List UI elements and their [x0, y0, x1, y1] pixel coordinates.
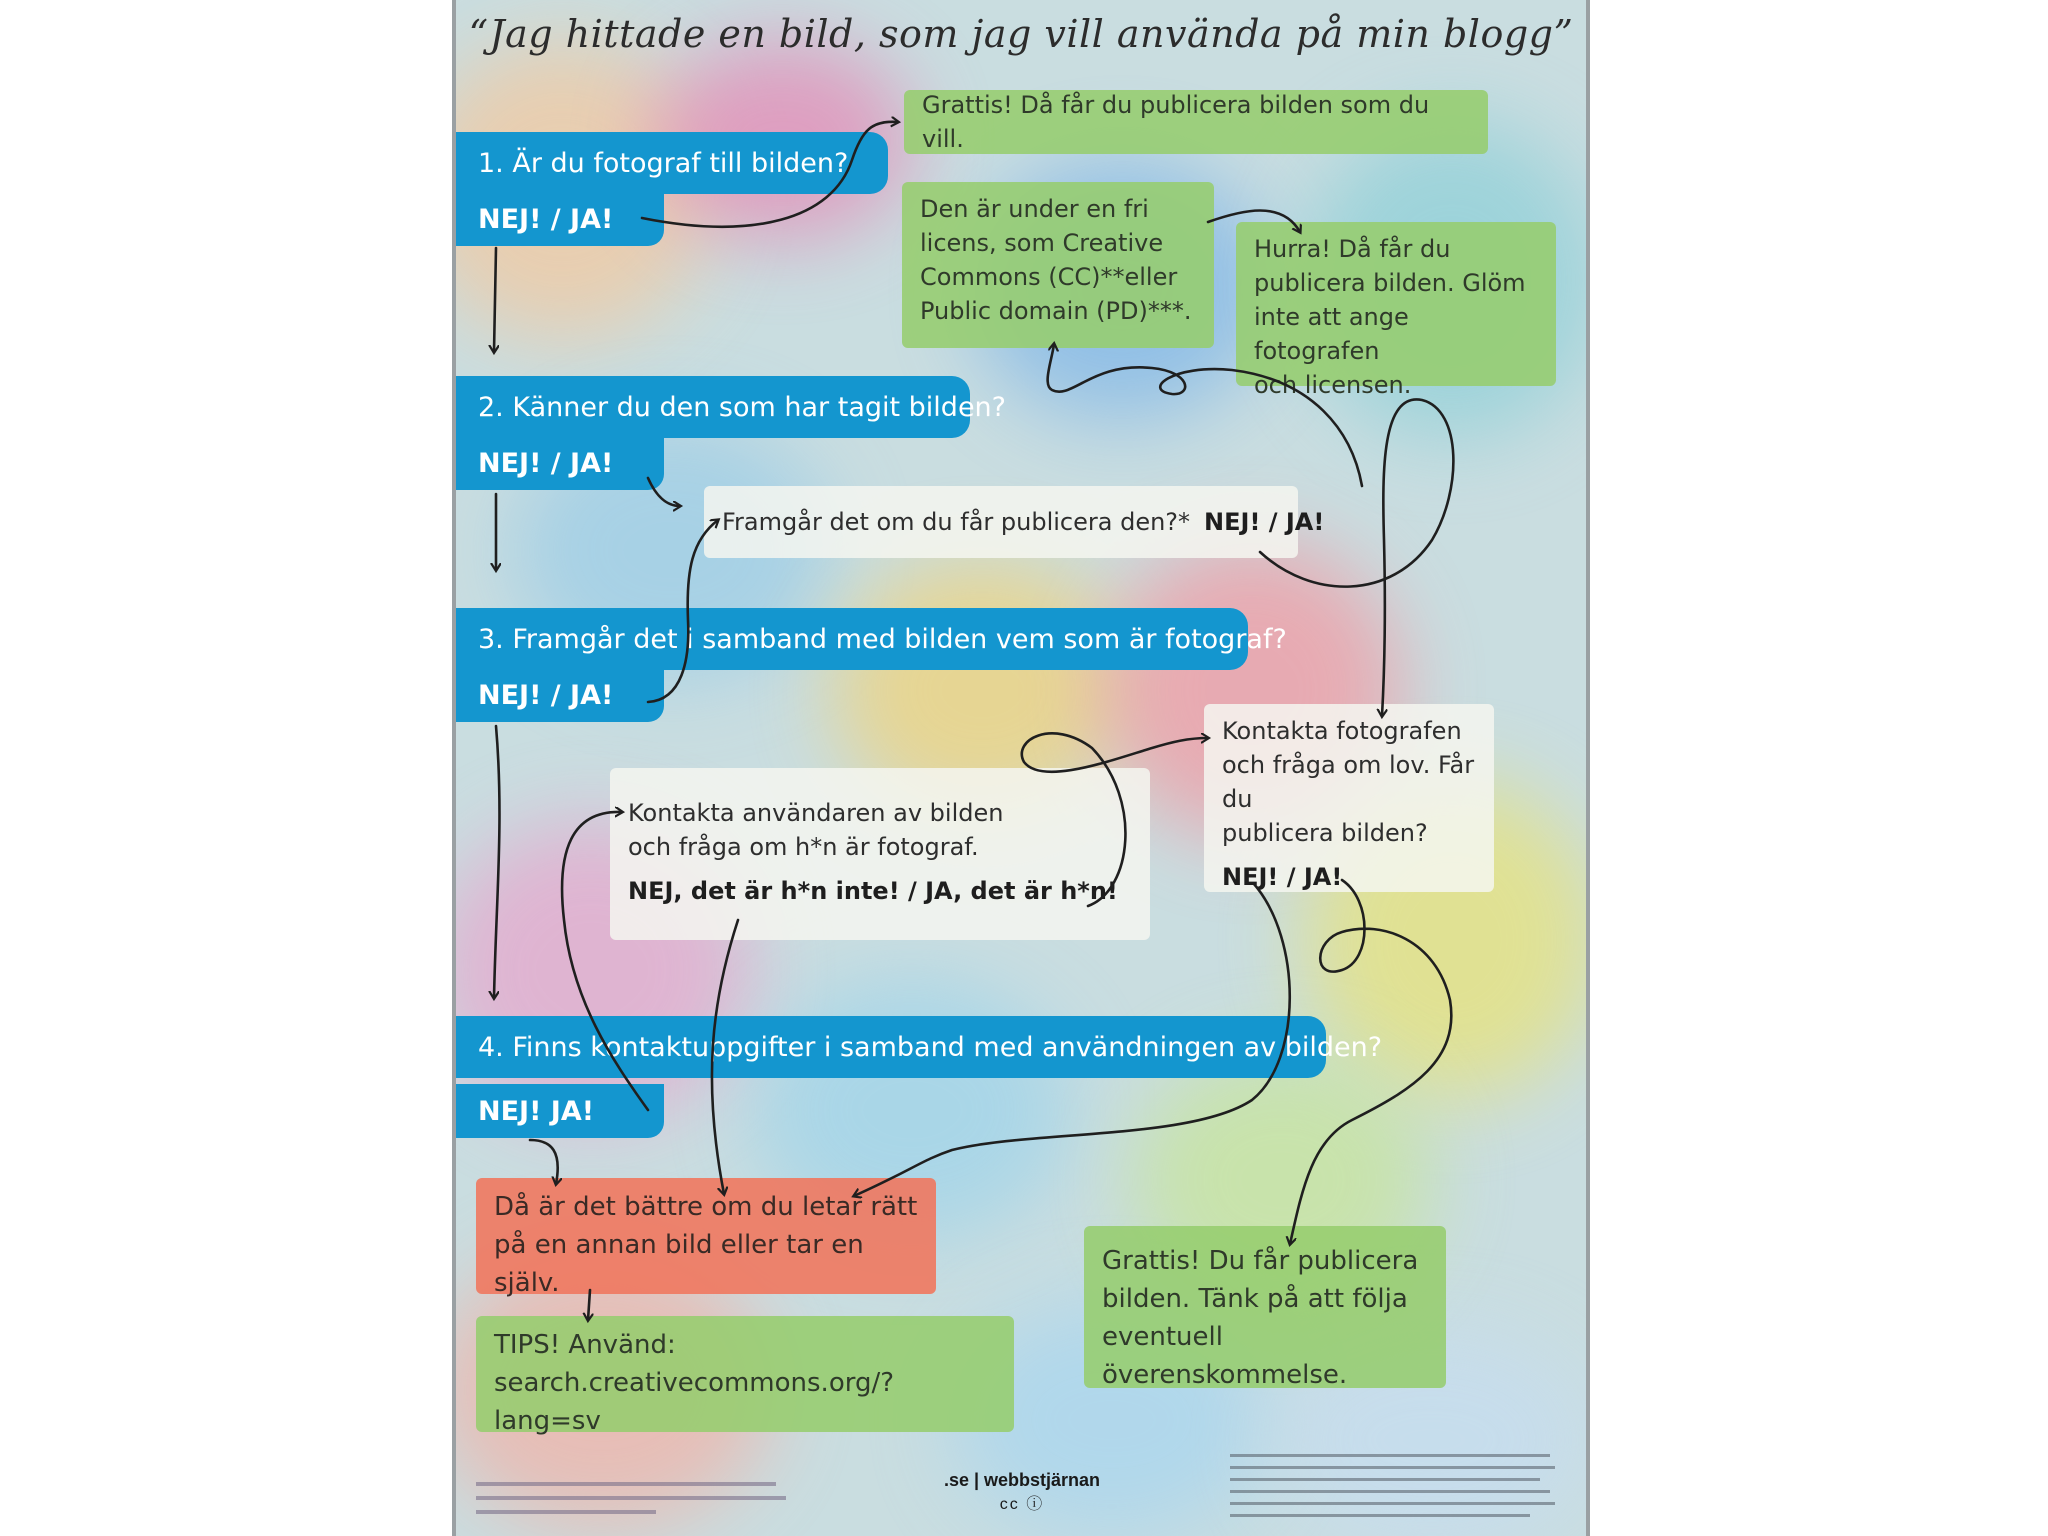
question-3-answers [456, 668, 664, 722]
logo [937, 1470, 1107, 1514]
grattis-bottom-line: bilden. Tänk på att följa [1102, 1284, 1408, 1314]
framgar-text: Framgår det om du får publicera den?* [722, 508, 1191, 536]
hurra-box [1236, 222, 1556, 399]
grattis-top-box [904, 90, 1488, 154]
free-license-line: licens, som Creative [920, 229, 1164, 257]
hurra-line: publicera bilden. Glöm [1254, 269, 1526, 297]
question-3-answers-text: NEJ! / JA! [478, 679, 614, 711]
hurra-line: inte att ange fotografen [1254, 303, 1409, 365]
battre-line: Då är det bättre om du letar rätt [494, 1192, 918, 1222]
footer-note-right [1230, 1452, 1560, 1536]
battre-line: på en annan bild eller tar en själv. [494, 1230, 864, 1298]
question-4-answers-text: NEJ! JA! [478, 1095, 595, 1127]
kontakta-fotografen-line: Kontakta fotografen [1222, 717, 1462, 745]
footer-note-left-lines [476, 1480, 796, 1528]
framgar-answers: NEJ! / JA! [1204, 508, 1325, 536]
grattis-bottom-line: eventuell överenskommelse. [1102, 1322, 1348, 1390]
tips-box [476, 1316, 1014, 1436]
grattis-top-text: Grattis! Då får du publicera bilden som du vill. [922, 91, 1430, 153]
free-license-line: Public domain (PD)***. [920, 297, 1192, 325]
poster-title: “Jag hittade en bild, som jag vill använda på min blogg” [468, 12, 1574, 56]
poster-edge [1586, 0, 1590, 1536]
kontakta-anvandaren-line: och fråga om h*n är fotograf. [628, 833, 979, 861]
kontakta-anvandaren-line: Kontakta användaren av bilden [628, 799, 1004, 827]
footer-note-left [476, 1480, 796, 1532]
footer-note-right-lines [1230, 1452, 1560, 1532]
grattis-bottom-line: Grattis! Du får publicera [1102, 1246, 1419, 1276]
question-1 [456, 132, 888, 194]
hurra-line: och licensen. [1254, 371, 1412, 399]
kontakta-fotografen-box [1204, 704, 1494, 892]
question-4-label: 4. Finns kontaktuppgifter i samband med användningen av bilden? [478, 1031, 1383, 1063]
poster [452, 0, 1590, 1536]
kontakta-anvandaren-box [610, 768, 1150, 940]
free-license-line: Den är under en fri [920, 195, 1149, 223]
grattis-bottom-box [1084, 1226, 1446, 1388]
hurra-line: Hurra! Då får du [1254, 235, 1451, 263]
question-4 [456, 1016, 1383, 1078]
question-1-label: 1. Är du fotograf till bilden? [478, 147, 849, 179]
question-4-answers [456, 1084, 664, 1138]
kontakta-fotografen-line: publicera bilden? [1222, 819, 1428, 847]
kontakta-fotografen-answers: NEJ! / JA! [1222, 863, 1343, 891]
question-2 [456, 376, 1007, 438]
framgar-box [704, 486, 1325, 558]
question-3-label: 3. Framgår det i samband med bilden vem som är fotograf? [478, 623, 1287, 655]
license-icons: cc ⓘ [999, 1496, 1045, 1513]
question-1-answers-text: NEJ! / JA! [478, 203, 614, 235]
tips-line: TIPS! Använd: [494, 1330, 676, 1360]
question-2-label: 2. Känner du den som har tagit bilden? [478, 391, 1007, 423]
battre-box [476, 1178, 936, 1298]
free-license-box [902, 182, 1214, 348]
question-3 [456, 608, 1287, 670]
question-2-answers [456, 436, 664, 490]
question-1-answers [456, 192, 664, 246]
kontakta-fotografen-line: och fråga om lov. Får du [1222, 751, 1475, 813]
tips-url: search.creativecommons.org/?lang=sv [494, 1368, 895, 1436]
kontakta-anvandaren-answers: NEJ, det är h*n inte! / JA, det är h*n! [628, 877, 1118, 905]
question-2-answers-text: NEJ! / JA! [478, 447, 614, 479]
free-license-line: Commons (CC)**eller [920, 263, 1178, 291]
logo-text: .se | webbstjärnan [943, 1470, 1101, 1490]
